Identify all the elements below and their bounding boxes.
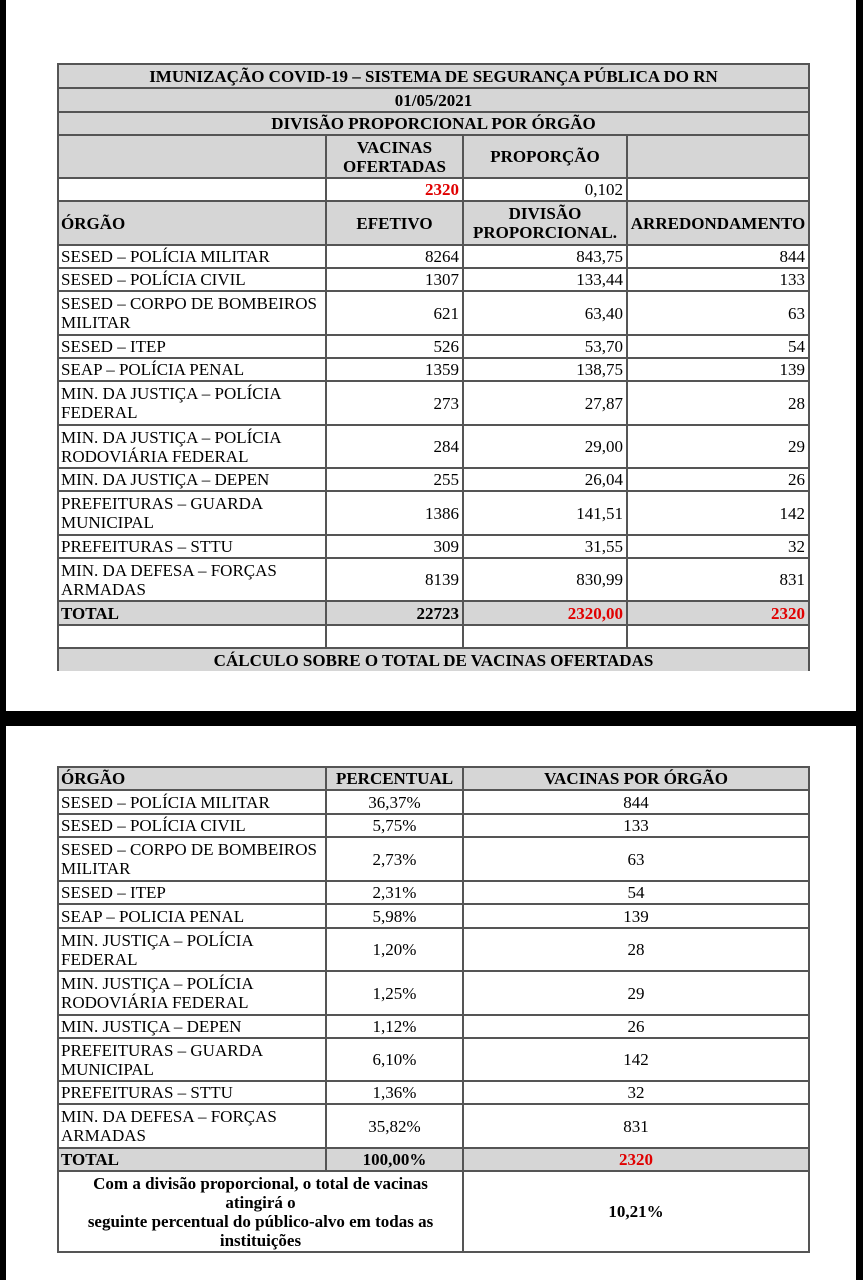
table-row — [59, 1082, 810, 1105]
table-row — [59, 791, 810, 815]
orgao-cell: SESED – ITEP — [59, 882, 327, 905]
table-row — [59, 269, 810, 292]
offer-header-row — [59, 136, 810, 179]
table-row — [59, 469, 810, 492]
vacinas-cell: 54 — [464, 882, 810, 905]
title-row — [59, 65, 810, 89]
efetivo-cell: 8139 — [327, 559, 464, 602]
divisao-cell: 830,99 — [464, 559, 628, 602]
arredondamento-cell: 133 — [628, 269, 810, 292]
empty-row — [59, 626, 810, 649]
empty-cell — [59, 179, 327, 202]
total-label: TOTAL — [59, 1149, 327, 1172]
vacinas-ofertadas-header: VACINAS OFERTADAS — [327, 136, 464, 179]
orgao-cell: PREFEITURAS – STTU — [59, 536, 327, 559]
total-arredondamento: 2320 — [628, 602, 810, 626]
orgao-cell: SESED – CORPO DE BOMBEIROS MILITAR — [59, 292, 327, 336]
percentual-cell: 1,20% — [327, 929, 464, 972]
table-row — [59, 359, 810, 382]
orgao-cell: MIN. DA JUSTIÇA – POLÍCIA RODOVIÁRIA FEDERAL — [59, 426, 327, 469]
table-row — [59, 882, 810, 905]
proporcao-value: 0,102 — [464, 179, 628, 202]
efetivo-cell: 284 — [327, 426, 464, 469]
table-row — [59, 838, 810, 882]
total-efetivo: 22723 — [327, 602, 464, 626]
efetivo-cell: 273 — [327, 382, 464, 426]
arredondamento-cell: 63 — [628, 292, 810, 336]
efetivo-cell: 1307 — [327, 269, 464, 292]
total-row — [59, 602, 810, 626]
total-row — [59, 1149, 810, 1172]
summary-value: 10,21% — [464, 1172, 810, 1253]
divisao-cell: 29,00 — [464, 426, 628, 469]
subtitle-row — [59, 113, 810, 136]
orgao-cell: MIN. JUSTIÇA – POLÍCIA RODOVIÁRIA FEDERAL — [59, 972, 327, 1016]
percentual-cell: 5,98% — [327, 905, 464, 929]
table-row — [59, 382, 810, 426]
orgao-cell: MIN. JUSTIÇA – POLÍCIA FEDERAL — [59, 929, 327, 972]
empty-cell — [59, 136, 327, 179]
total-vacinas: 2320 — [464, 1149, 810, 1172]
empty-cell — [628, 136, 810, 179]
orgao-cell: SESED – POLÍCIA CIVIL — [59, 269, 327, 292]
empty-cell — [628, 179, 810, 202]
vacinas-cell: 133 — [464, 815, 810, 838]
orgao-cell: SESED – POLÍCIA MILITAR — [59, 791, 327, 815]
table-date: 01/05/2021 — [59, 89, 810, 113]
vacinas-cell: 844 — [464, 791, 810, 815]
divisao-cell: 63,40 — [464, 292, 628, 336]
table-row — [59, 1105, 810, 1149]
table-row — [59, 1039, 810, 1082]
table-title: IMUNIZAÇÃO COVID-19 – SISTEMA DE SEGURANÇA PÚBLICA DO RN — [59, 65, 810, 89]
efetivo-cell: 255 — [327, 469, 464, 492]
arredondamento-cell: 844 — [628, 246, 810, 269]
calculation-heading: CÁLCULO SOBRE O TOTAL DE VACINAS OFERTADAS — [59, 649, 810, 671]
orgao-cell: MIN. DA JUSTIÇA – POLÍCIA FEDERAL — [59, 382, 327, 426]
divisao-cell: 53,70 — [464, 336, 628, 359]
vacinas-ofertadas-value: 2320 — [327, 179, 464, 202]
efetivo-cell: 1386 — [327, 492, 464, 536]
orgao-cell: SEAP – POLICIA PENAL — [59, 905, 327, 929]
orgao-cell: SESED – POLÍCIA MILITAR — [59, 246, 327, 269]
divisao-cell: 27,87 — [464, 382, 628, 426]
table-row — [59, 246, 810, 269]
table-row — [59, 815, 810, 838]
vacinas-header: VACINAS POR ÓRGÃO — [464, 768, 810, 791]
arredondamento-cell: 28 — [628, 382, 810, 426]
footer-row — [59, 649, 810, 671]
vacinas-cell: 142 — [464, 1039, 810, 1082]
efetivo-cell: 309 — [327, 536, 464, 559]
table-row — [59, 905, 810, 929]
orgao-cell: PREFEITURAS – GUARDA MUNICIPAL — [59, 1039, 327, 1082]
divisao-cell: 138,75 — [464, 359, 628, 382]
arredondamento-cell: 29 — [628, 426, 810, 469]
total-divisao: 2320,00 — [464, 602, 628, 626]
orgao-cell: SESED – POLÍCIA CIVIL — [59, 815, 327, 838]
orgao-cell: MIN. DA DEFESA – FORÇAS ARMADAS — [59, 559, 327, 602]
table-row — [59, 929, 810, 972]
table-row — [59, 972, 810, 1016]
vacinas-cell: 32 — [464, 1082, 810, 1105]
distribution-table — [57, 63, 810, 671]
arredondamento-header: ARREDONDAMENTO — [628, 202, 810, 246]
arredondamento-cell: 54 — [628, 336, 810, 359]
divisao-cell: 31,55 — [464, 536, 628, 559]
summary-text-cell — [59, 1172, 464, 1253]
total-percentual: 100,00% — [327, 1149, 464, 1172]
arredondamento-cell: 831 — [628, 559, 810, 602]
table-row — [59, 536, 810, 559]
vacinas-cell: 28 — [464, 929, 810, 972]
percentual-cell: 36,37% — [327, 791, 464, 815]
vacinas-cell: 831 — [464, 1105, 810, 1149]
column-header-row — [59, 202, 810, 246]
summary-text-part1: Com a divisão proporcional, o total de vacinas atingirá o — [93, 1173, 428, 1212]
percentual-cell: 2,73% — [327, 838, 464, 882]
summary-text-part2: seguinte percentual do público-alvo em todas as instituições — [87, 1211, 434, 1250]
table-row — [59, 559, 810, 602]
vacinas-cell: 63 — [464, 838, 810, 882]
empty-cell — [327, 626, 464, 649]
vacinas-cell: 26 — [464, 1016, 810, 1039]
percentual-cell: 35,82% — [327, 1105, 464, 1149]
percentual-cell: 1,25% — [327, 972, 464, 1016]
orgao-cell: SESED – CORPO DE BOMBEIROS MILITAR — [59, 838, 327, 882]
orgao-cell: PREFEITURAS – GUARDA MUNICIPAL — [59, 492, 327, 536]
percentual-cell: 5,75% — [327, 815, 464, 838]
offer-values-row — [59, 179, 810, 202]
column-header-row — [59, 768, 810, 791]
divisao-cell: 26,04 — [464, 469, 628, 492]
percentage-table — [57, 766, 810, 1253]
orgao-cell: MIN. DA JUSTIÇA – DEPEN — [59, 469, 327, 492]
total-label: TOTAL — [59, 602, 327, 626]
arredondamento-cell: 32 — [628, 536, 810, 559]
efetivo-header: EFETIVO — [327, 202, 464, 246]
arredondamento-cell: 26 — [628, 469, 810, 492]
vacinas-cell: 139 — [464, 905, 810, 929]
proporcao-header: PROPORÇÃO — [464, 136, 628, 179]
table-row — [59, 292, 810, 336]
efetivo-cell: 621 — [327, 292, 464, 336]
percentual-header: PERCENTUAL — [327, 768, 464, 791]
table-row — [59, 1016, 810, 1039]
orgao-cell: MIN. DA DEFESA – FORÇAS ARMADAS — [59, 1105, 327, 1149]
percentual-cell: 1,12% — [327, 1016, 464, 1039]
orgao-header: ÓRGÃO — [59, 202, 327, 246]
orgao-cell: PREFEITURAS – STTU — [59, 1082, 327, 1105]
orgao-cell: SEAP – POLÍCIA PENAL — [59, 359, 327, 382]
percentual-cell: 2,31% — [327, 882, 464, 905]
orgao-header: ÓRGÃO — [59, 768, 327, 791]
arredondamento-cell: 142 — [628, 492, 810, 536]
efetivo-cell: 1359 — [327, 359, 464, 382]
empty-cell — [628, 626, 810, 649]
empty-cell — [59, 626, 327, 649]
efetivo-cell: 526 — [327, 336, 464, 359]
divisao-header: DIVISÃO PROPORCIONAL. — [464, 202, 628, 246]
orgao-cell: SESED – ITEP — [59, 336, 327, 359]
arredondamento-cell: 139 — [628, 359, 810, 382]
empty-cell — [464, 626, 628, 649]
percentual-cell: 6,10% — [327, 1039, 464, 1082]
divisao-cell: 141,51 — [464, 492, 628, 536]
orgao-cell: MIN. JUSTIÇA – DEPEN — [59, 1016, 327, 1039]
divisao-cell: 843,75 — [464, 246, 628, 269]
efetivo-cell: 8264 — [327, 246, 464, 269]
table-row — [59, 426, 810, 469]
vacinas-cell: 29 — [464, 972, 810, 1016]
table-subtitle: DIVISÃO PROPORCIONAL POR ÓRGÃO — [59, 113, 810, 136]
table-row — [59, 492, 810, 536]
divisao-cell: 133,44 — [464, 269, 628, 292]
percentual-cell: 1,36% — [327, 1082, 464, 1105]
date-row — [59, 89, 810, 113]
table-row — [59, 336, 810, 359]
summary-row — [59, 1172, 810, 1253]
